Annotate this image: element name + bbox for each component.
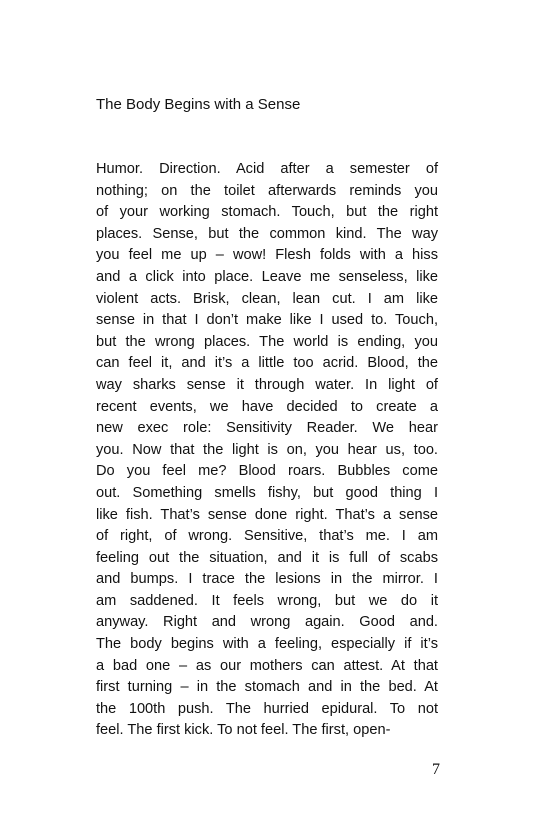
body-line: way sharks sense it through water. In light of	[96, 376, 438, 393]
body-text	[96, 159, 438, 742]
body-line: The body begins with a feeling, especially if it’s	[96, 636, 438, 653]
body-line: Humor. Direction. Acid after a semester of	[96, 161, 438, 177]
body-line: and a click into place. Leave me senseless, like	[96, 268, 438, 285]
body-line: anyway. Right and wrong again. Good and.	[96, 614, 438, 631]
body-line: a bad one – as our mothers can attest. At that	[96, 657, 438, 674]
chapter-title: The Body Begins with a Sense	[96, 96, 301, 113]
body-line: sense in that I don’t make like I used to. Touch,	[96, 312, 438, 329]
body-line: first turning – in the stomach and in the bed. At	[96, 679, 438, 696]
body-line: feeling out the situation, and it is full of scabs	[96, 549, 438, 566]
body-line: the 100th push. The hurried epidural. To not	[96, 700, 438, 717]
page-number: 7	[432, 761, 440, 778]
body-line: out. Something smells fishy, but good thing I	[96, 484, 438, 501]
body-line: can feel it, and it’s a little too acrid. Blood, the	[96, 355, 438, 372]
body-line: but the wrong places. The world is ending, you	[96, 333, 438, 350]
body-line: nothing; on the toilet afterwards reminds you	[96, 182, 438, 199]
body-line: you. Now that the light is on, you hear us, too.	[96, 441, 438, 458]
body-line: am saddened. It feels wrong, but we do it	[96, 592, 438, 609]
body-line: you feel me up – wow! Flesh folds with a hiss	[96, 247, 438, 264]
body-line: recent events, we have decided to create a	[96, 398, 438, 415]
body-line: of your working stomach. Touch, but the right	[96, 204, 438, 221]
body-line: places. Sense, but the common kind. The way	[96, 225, 438, 242]
body-line: of right, of wrong. Sensitive, that’s me. I am	[96, 528, 438, 545]
body-line: Do you feel me? Blood roars. Bubbles come	[96, 463, 438, 480]
body-line: new exec role: Sensitivity Reader. We hear	[96, 420, 438, 437]
body-line: and bumps. I trace the lesions in the mirror. I	[96, 571, 438, 588]
body-line: feel. The first kick. To not feel. The first, open-	[96, 722, 391, 739]
body-line: like fish. That’s sense done right. That’s a sense	[96, 506, 438, 523]
body-line: violent acts. Brisk, clean, lean cut. I am like	[96, 290, 438, 307]
